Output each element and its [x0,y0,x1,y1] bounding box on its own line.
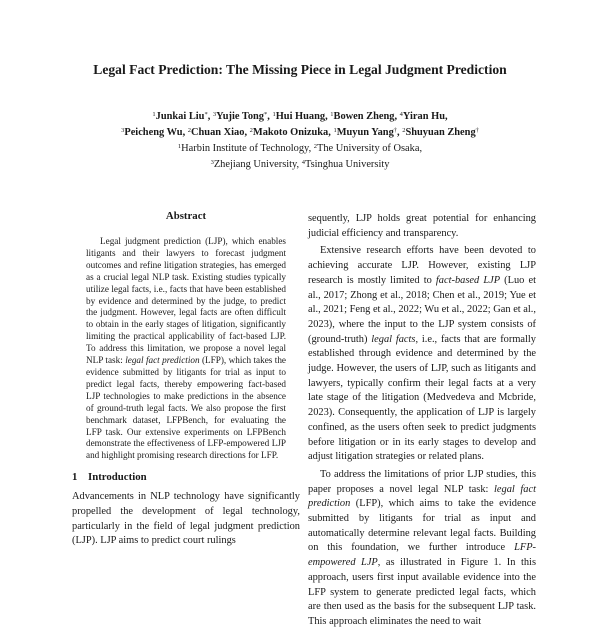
author-separator: , [444,111,448,122]
author-name: Shuyuan Zheng [405,127,476,138]
author-separator: , [325,111,331,122]
body-emphasis: fact-based LJP [435,274,501,286]
author-name: Junkai Liu [155,111,205,122]
affiliation-name: Tsinghua University [305,159,390,170]
intro-paragraph: Advancements in NLP technology have significantly propelled the development of legal technology, particularly in the field of legal judgment prediction (LJP). LJP aims to predict court rulings [72,491,300,547]
body-text: To address the limitations of prior LJP studies, this paper proposes a novel legal NLP task: [308,468,536,495]
affiliation-marker: 1 [333,127,337,134]
author-separator: , [394,111,400,122]
affiliation-marker: 3 [212,111,217,118]
body-emphasis: legal facts [371,333,416,345]
body-text: Extensive research efforts have been devoted to achieving accurate LJP. However, existing LJP research is mostly limited to [308,245,536,286]
author-list [40,108,560,140]
affiliation-marker: 2 [187,127,192,134]
author-separator: , [267,111,273,122]
author-name: Yiran Hu [402,111,445,122]
abstract-text-part: (LFP), which takes the evidence submitted by litigants for trial as input to predict legal facts, thereby empowering fact-based LJP technologies to make predictions in the absence of ground-truth legal facts. We also propose the first benchmark dataset, LFPBench, for evaluating the LFP task. Our extensive experiments on LFPBench demonstrate the effectiveness of LFP-empowered LJP and highlight promising research directions for LFP. [86,355,286,461]
continued-paragraph: sequently, LJP holds great potential for enhancing judicial efficiency and transparency. [308,213,536,239]
left-column [72,210,300,549]
author-block [40,108,560,172]
author-separator: , [182,127,188,138]
affiliation-marker: 2 [402,127,406,134]
author-name: Chuan Xiao [191,127,245,138]
author-name: Bowen Zheng [333,111,395,122]
abstract-emphasis: legal fact prediction [125,355,200,366]
author-separator: , [207,111,213,122]
author-separator: , [328,127,334,138]
affiliation-marker: 1 [272,111,276,118]
affiliation-marker: 4 [301,159,305,166]
abstract-heading: Abstract [165,210,207,222]
section-title: Introduction [88,471,147,484]
affiliation-line-1 [40,140,560,156]
author-name: Yujie Tong [216,111,264,122]
affiliation-name: Harbin Institute of Technology, [181,143,314,154]
author-separator: , [244,127,250,138]
author-name: Muyun Yang [336,127,394,138]
author-mark: * [204,111,208,118]
abstract-text-part: Legal judgment prediction (LJP), which enables litigants and their lawyers to forecast judgment outcomes and refine litigation strategies, has emerged as a crucial legal NLP task. Existing studies typically utilize legal facts, i.e., facts that have been established by evidence and determined by the judge, to predict the judgment. However, legal facts are often difficult to obtain in the early stages of litigation, significantly limiting the practical applicability of fact-based LJP. To address this limitation, we propose a novel legal NLP task: [86,236,286,366]
body-text: (Luo et al., 2017; Zhong et al., 2018; Chen et al., 2019; Yue et al., 2021; Feng et al., 2022; Wu et al., 2022; Gan et al., 2023), where the input to the LJP system consists of (ground-truth) [308,274,536,345]
affiliation-marker: 2 [313,143,318,150]
affiliation-marker: 4 [399,111,403,118]
affiliation-marker: 3 [210,159,214,166]
affiliation-marker: 1 [330,111,334,118]
author-mark: † [393,127,398,134]
abstract-text [86,236,286,462]
body-text: (LFP), which aims to take the evidence submitted by litigants for trial as input and automatically determine relevant legal facts. Building on this foundation, we further introduce [308,498,536,554]
author-name: Makoto Onizuka [252,127,329,138]
affiliation-marker: 1 [177,143,182,150]
affiliation-marker: 2 [249,127,253,134]
body-paragraph [308,468,536,630]
affiliation-line-2 [40,156,560,172]
affiliation-marker: 1 [152,111,156,118]
author-mark: * [264,111,268,118]
affiliation-marker: 3 [121,127,125,134]
section-heading-introduction [72,471,300,483]
affiliation-name: Zhejiang University, [213,159,302,170]
author-name: Hui Huang [275,111,326,122]
body-text: , as illustrated in Figure 1. In this approach, users first input available evidence into the LFP system to generate predicted legal facts, which are then used as the basis for the subsequent LJP task. This approach eliminates the need to wait [308,557,536,627]
body-paragraph [308,244,536,465]
right-column [308,212,536,630]
body-emphasis: legal fact prediction [308,483,536,510]
author-name: Peicheng Wu [124,127,183,138]
body-text: , i.e., facts that are formally established through evidence and determined by the judge. However, the users of LJP, such as litigants and lawyers, typically confirm their legal facts at a very late stage of the litigation (Medvedeva and Mcbride, 2023). Consequently, the application of LJP is largely confined, as the users often seek to predict judgments before litigation or in its early stages to develop and adjust litigation strategies or related plans. [308,333,536,463]
author-mark: † [475,127,479,134]
section-number: 1 [72,471,78,484]
body-emphasis: LFP-empowered LJP [308,542,536,569]
affiliation-name: The University of Osaka, [317,143,423,154]
author-separator: , [397,127,403,138]
paper-title: Legal Fact Prediction: The Missing Piece in Legal Judgment Prediction [93,62,507,77]
